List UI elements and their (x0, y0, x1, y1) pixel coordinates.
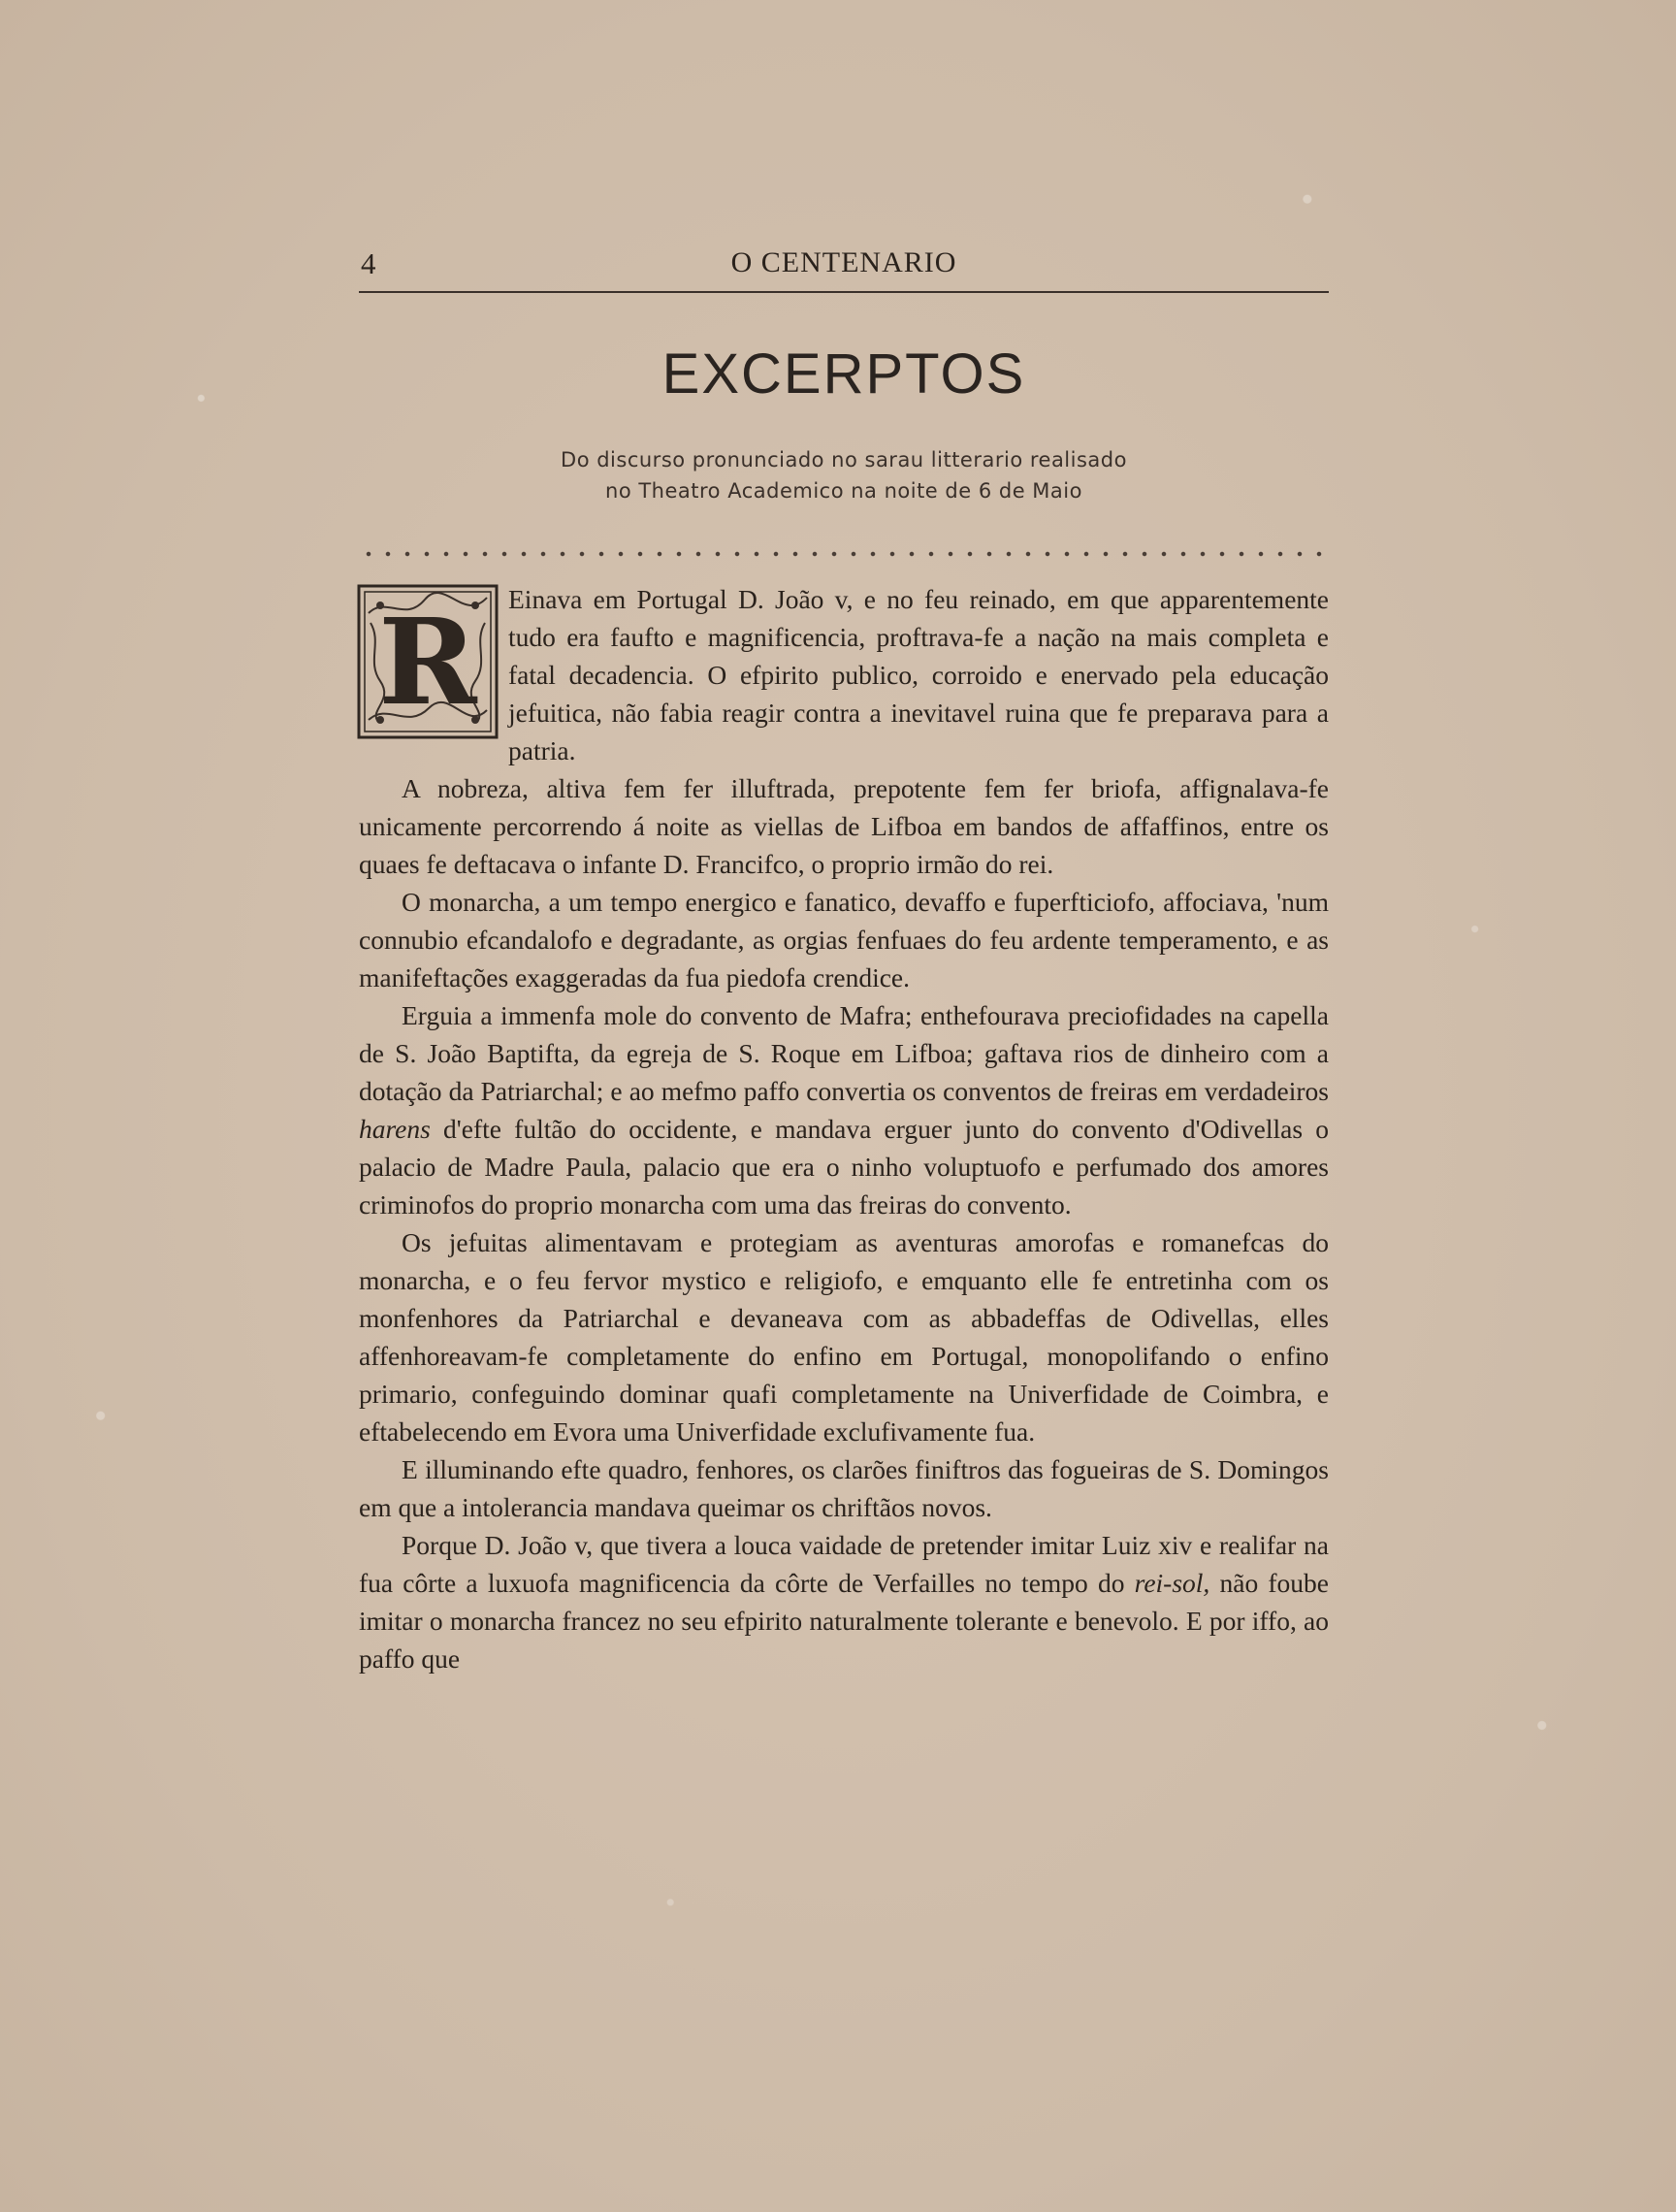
paragraph-6: E illuminando efte quadro, fenhores, os clarões finiftros das fogueiras de S. Domingos em que a intolerancia mandava queimar os chriftãos novos. (359, 1453, 1329, 1522)
paragraph-2: A nobreza, altiva fem fer illuftrada, prepotente fem fer briofa, affignalava-fe unicamente percorrendo á noite as viellas de Lifboa em bandos de affaffinos, entre os quaes fe deftacava o infante D. Francifco, o proprio irmão do rei. (359, 772, 1329, 879)
section-title: EXCERPTOS (661, 342, 1026, 406)
paragraph-7-italic: rei-sol, (1134, 1567, 1210, 1598)
paragraph-7-text-b: não foube imitar o monarcha francez no seu efpirito naturalmente tolerante e benevolo. E por iffo, ao paffo que (359, 1567, 1329, 1674)
journal-title: O CENTENARIO (730, 246, 957, 278)
paragraph-1-text: Einava em Portugal D. João v, e no feu reinado, em que apparentemente tudo era faufto e magnificencia, proftrava-fe a nação na mais completa e fatal decadencia. O efpirito publico, corroido e enervado pela educação jefuitica, não fabia reagir contra a inevitavel ruina que fe preparava para a patria. (508, 583, 1329, 765)
subtitle-line-2: no Theatro Academico na noite de 6 de Maio (605, 478, 1082, 503)
paragraph-7 (359, 1526, 1329, 1677)
paragraph-4 (359, 996, 1329, 1223)
paragraph-4-italic: harens (359, 1113, 431, 1144)
paragraph-4-text-b: d'efte fultão do occidente, e mandava erguer junto do convento d'Odivellas o palacio de Madre Paula, palacio que era o ninho voluptuofo e perfumado dos amores criminofos do proprio monarcha com uma das freiras do convento. (359, 1113, 1329, 1220)
dotted-separator (359, 549, 1329, 559)
subtitle-line-1: Do discurso pronunciado no sarau litterario realisado (561, 447, 1127, 472)
ornamental-drop-cap (357, 584, 499, 739)
page (359, 233, 1329, 1677)
paragraph-5: Os jefuitas alimentavam e protegiam as aventuras amorofas e romanefcas do monarcha, e o feu fervor mystico e religiofo, e emquanto elle fe entretinha com os monfenhores da Patriarchal e devaneava com as abbadeffas de Odivellas, elles affenhoreavam-fe completamente do enfino em Portugal, monopolifando o enfino primario, confeguindo dominar quafi completamente na Univerfidade de Coimbra, e eftabelecendo em Evora uma Univerfidade exclufivamente fua. (359, 1226, 1329, 1447)
drop-cap-letter: R (378, 591, 477, 732)
page-number: 4 (361, 246, 376, 280)
subtitle (359, 444, 1329, 506)
article-body (359, 580, 1329, 1677)
running-head (359, 233, 1329, 293)
paragraph-7-text-a: Porque D. João v, que tivera a louca vaidade de pretender imitar Luiz xiv e realifar na fua côrte a luxuofa magnificencia da côrte de Verfailles no tempo do (359, 1529, 1329, 1598)
paragraph-4-text-a: Erguia a immenfa mole do convento de Mafra; enthefourava preciofidades na capella de S. João Baptifta, da egreja de S. Roque em Lifboa; gaftava rios de dinheiro com a dotação da Patriarchal; e ao mefmo paffo convertia os conventos de freiras em verdadeiros (359, 999, 1329, 1106)
paragraph-3: O monarcha, a um tempo energico e fanatico, devaffo e fuperfticiofo, affociava, 'num connubio efcandalofo e degradante, as orgias fenfuaes do feu ardente temperamento, e as manifeftações exaggeradas da fua piedofa crendice. (359, 886, 1329, 992)
paragraph-1 (359, 580, 1329, 769)
